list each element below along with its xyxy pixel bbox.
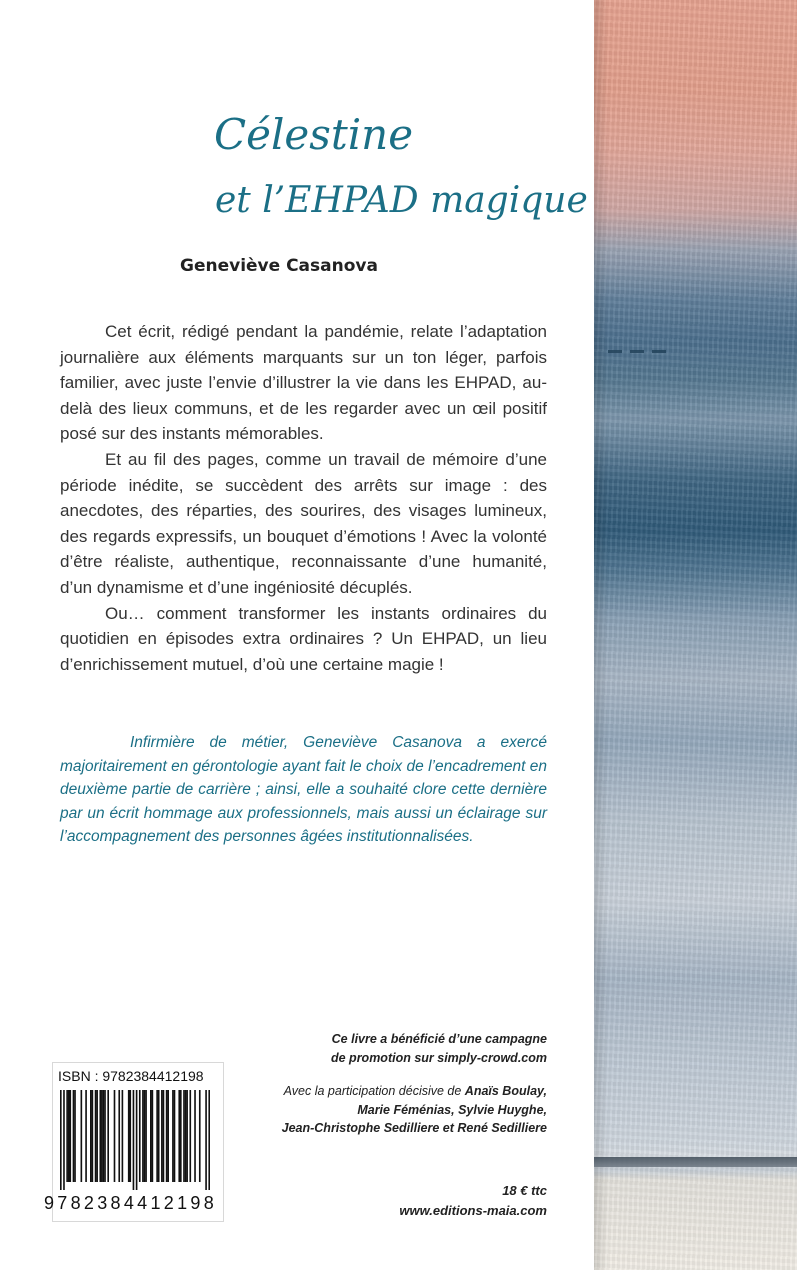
barcode-bar	[74, 1090, 76, 1182]
participation-intro: Avec la participation décisive de	[283, 1084, 465, 1098]
barcode-bar	[128, 1090, 130, 1182]
barcode-bar	[96, 1090, 98, 1182]
barcode-bar	[114, 1090, 116, 1182]
summary-paragraph-1: Cet écrit, rédigé pendant la pandémie, relate l’adaptation journalière aux éléments marquants sur un ton léger, parfois familier, avec juste l’envie d’illustrer la vie dans les EHPAD, au-delà des lieux communs, et de les regarder avec un œil positif posé sur des instants mémorables.	[60, 322, 547, 444]
barcode-bar	[145, 1090, 147, 1182]
participation-credits	[282, 1082, 547, 1138]
barcode-bar	[186, 1090, 188, 1182]
promo-line-1: Ce livre a bénéficié d’une campagne	[331, 1032, 547, 1046]
barcode-bar	[63, 1090, 65, 1190]
promo-note	[331, 1030, 547, 1067]
barcode-bar	[178, 1090, 180, 1182]
participation-name-1: Anaïs Boulay,	[464, 1084, 547, 1098]
barcode-bar	[92, 1090, 94, 1182]
barcode-bar	[166, 1090, 168, 1182]
publisher-website: www.editions-maia.com	[399, 1203, 547, 1218]
summary-paragraph-3: Ou… comment transformer les instants ordinaires du quotidien en épisodes extra ordinaires ? Un EHPAD, un lieu d’enrichissement mutuel, d’où une certaine magie !	[60, 603, 547, 674]
paint-band	[594, 1157, 797, 1167]
page-fold-shadow	[594, 0, 608, 1270]
barcode-icon	[60, 1090, 210, 1190]
barcode-bar	[69, 1090, 71, 1182]
isbn-label: ISBN : 9782384412198	[58, 1068, 204, 1084]
barcode-bar	[85, 1090, 87, 1182]
barcode-bar	[60, 1090, 62, 1190]
barcode-bar	[208, 1090, 210, 1190]
barcode-bar	[205, 1090, 207, 1190]
participation-line-1	[282, 1082, 547, 1101]
barcode-bar	[99, 1090, 101, 1182]
barcode-bar	[163, 1090, 165, 1182]
barcode-bar	[161, 1090, 163, 1182]
barcode-bar	[183, 1090, 185, 1182]
barcode-bar	[194, 1090, 196, 1182]
barcode-bar	[139, 1090, 141, 1182]
summary-paragraph-2: Et au fil des pages, comme un travail de mémoire d’une période inédite, se succèdent des arrêts sur image : des anecdotes, des réparties, des sourires, des visages lumineux, des regards expressifs, un bouquet d’émotions ! Avec la volonté d’être réaliste, authentique, reconnaissante d’une humanité, d’un dynamisme et d’une ingéniosité décuplés.	[60, 449, 547, 597]
painting-image	[594, 0, 797, 1270]
barcode-bar	[136, 1090, 138, 1190]
barcode-bar	[133, 1090, 135, 1190]
participation-line-2: Marie Féménias, Sylvie Huyghe,	[357, 1102, 547, 1117]
price: 18 € ttc	[502, 1183, 547, 1198]
barcode-bar	[180, 1090, 182, 1182]
barcode-bar	[68, 1090, 70, 1182]
barcode-bar	[199, 1090, 201, 1182]
barcode-bar	[129, 1090, 131, 1182]
barcode-bar	[107, 1090, 109, 1182]
barcode-digits: 9782384412198	[44, 1193, 218, 1213]
barcode-bar	[172, 1090, 174, 1182]
barcode-bar	[142, 1090, 144, 1182]
participation-line-3: Jean-Christophe Sedilliere et René Sedilliere	[281, 1121, 547, 1135]
title-line-2: et l’EHPAD magique	[215, 180, 588, 221]
barcode-bar	[189, 1090, 191, 1182]
barcode-bar	[150, 1090, 152, 1182]
barcode-bar	[185, 1090, 187, 1182]
barcode-bar	[90, 1090, 92, 1182]
barcode-bar	[104, 1090, 106, 1182]
barcode-bar	[118, 1090, 120, 1182]
barcode-bar	[158, 1090, 160, 1182]
summary-text	[60, 319, 547, 677]
barcode-bar	[81, 1090, 83, 1182]
paint-stroke	[608, 350, 668, 353]
barcode-bar	[174, 1090, 176, 1182]
promo-line-2: de promotion sur simply-crowd.com	[331, 1050, 547, 1065]
barcode-bar	[144, 1090, 146, 1182]
barcode-bar	[66, 1090, 68, 1182]
price-block	[399, 1181, 547, 1221]
author-name: Geneviève Casanova	[180, 256, 378, 276]
barcode-bar	[122, 1090, 124, 1182]
barcode-bar	[156, 1090, 158, 1182]
barcode-bar	[167, 1090, 169, 1182]
author-bio: Infirmière de métier, Geneviève Casanova a exercé majoritairement en gérontologie ayant fait le choix de l’encadrement en deuxième partie de carrière ; ainsi, elle a souhaité clore cette dernière par un écrit hommage aux professionnels, mais aussi un éclairage sur l’accompagnement des personnes âgées institutionnalisées.	[60, 734, 547, 845]
barcode-bar	[73, 1090, 75, 1182]
title-line-1: Célestine	[214, 110, 414, 159]
barcode-bar	[95, 1090, 97, 1182]
barcode-bar	[152, 1090, 154, 1182]
barcode-bar	[103, 1090, 105, 1182]
barcode-bar	[101, 1090, 103, 1182]
